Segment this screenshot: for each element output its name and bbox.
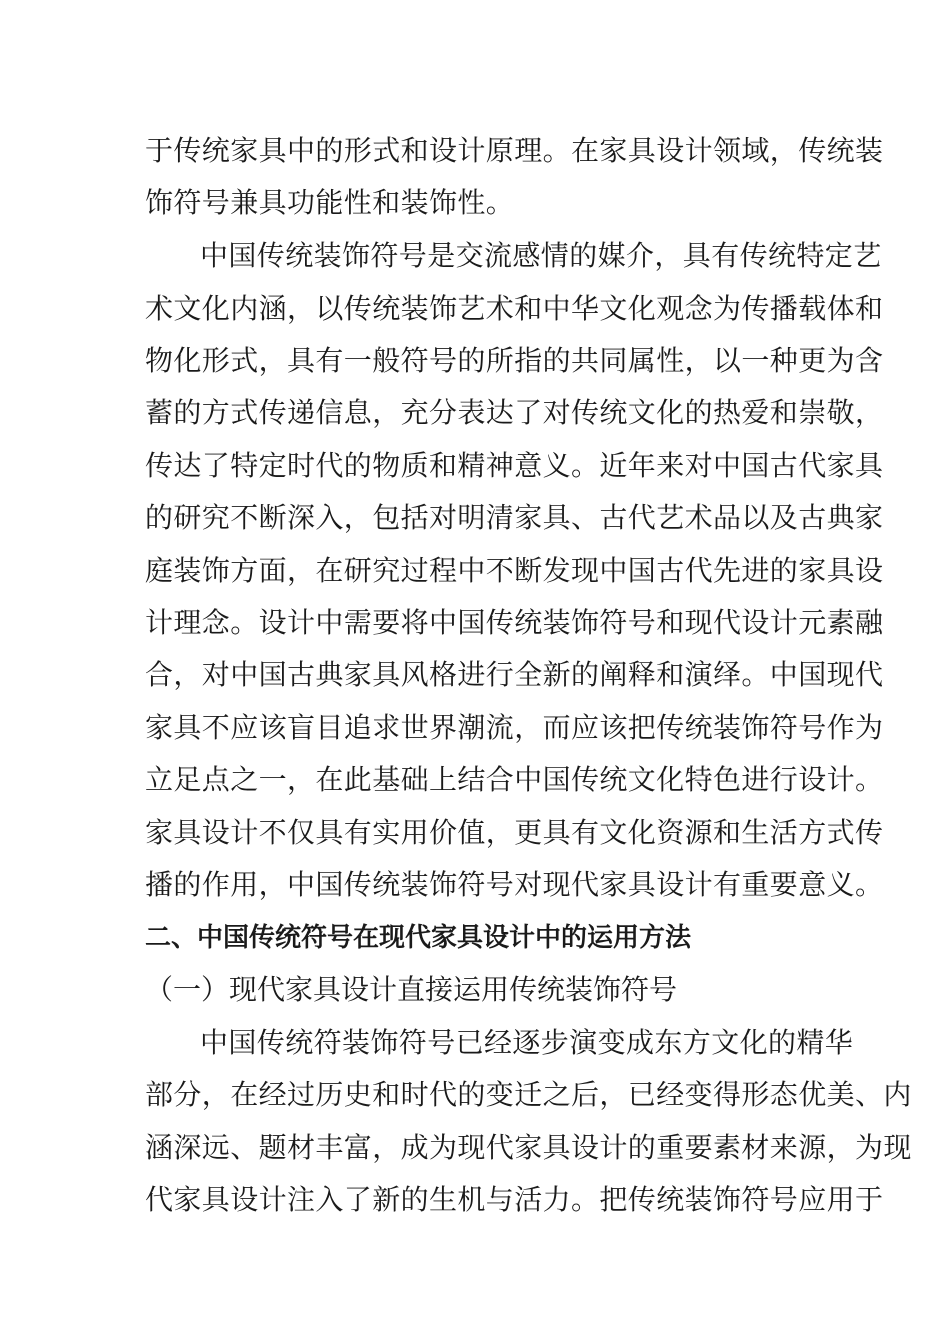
paragraph-2-line-7: 庭装饰方面，在研究过程中不断发现中国古代先进的家具设	[145, 554, 884, 587]
paragraph-2-line-11: 立足点之一，在此基础上结合中国传统文化特色进行设计。	[145, 763, 884, 796]
paragraph-3-line-1: 中国传统符装饰符号已经逐步演变成东方文化的精华	[200, 1026, 854, 1059]
paragraph-2-line-2: 术文化内涵，以传统装饰艺术和中华文化观念为传播载体和	[145, 292, 884, 325]
paragraph-2-line-5: 传达了特定时代的物质和精神意义。近年来对中国古代家具	[145, 449, 884, 482]
paragraph-2-line-3: 物化形式，具有一般符号的所指的共同属性，以一种更为含	[145, 344, 884, 377]
paragraph-3-line-3: 涵深远、题材丰富，成为现代家具设计的重要素材来源，为现	[145, 1131, 912, 1164]
paragraph-2-line-13: 播的作用，中国传统装饰符号对现代家具设计有重要意义。	[145, 868, 884, 901]
paragraph-3-line-2: 部分，在经过历史和时代的变迁之后，已经变得形态优美、内	[145, 1078, 912, 1111]
paragraph-3-line-4: 代家具设计注入了新的生机与活力。把传统装饰符号应用于	[145, 1183, 884, 1216]
paragraph-2-line-1: 中国传统装饰符号是交流感情的媒介，具有传统特定艺	[200, 239, 882, 272]
paragraph-1-line-2: 饰符号兼具功能性和装饰性。	[145, 186, 515, 219]
paragraph-2-line-9: 合，对中国古典家具风格进行全新的阐释和演绎。中国现代	[145, 658, 884, 691]
paragraph-2-line-12: 家具设计不仅具有实用价值，更具有文化资源和生活方式传	[145, 816, 884, 849]
paragraph-2-line-10: 家具不应该盲目追求世界潮流，而应该把传统装饰符号作为	[145, 711, 884, 744]
paragraph-2-line-8: 计理念。设计中需要将中国传统装饰符号和现代设计元素融	[145, 606, 884, 639]
subsection-heading: （一）现代家具设计直接运用传统装饰符号	[145, 973, 678, 1006]
paragraph-1-line-1: 于传统家具中的形式和设计原理。在家具设计领域，传统装	[145, 134, 884, 167]
section-heading: 二、中国传统符号在现代家具设计中的运用方法	[145, 923, 692, 953]
paragraph-2-line-6: 的研究不断深入，包括对明清家具、古代艺术品以及古典家	[145, 501, 884, 534]
paragraph-2-line-4: 蓄的方式传递信息，充分表达了对传统文化的热爱和崇敬，	[145, 396, 884, 429]
